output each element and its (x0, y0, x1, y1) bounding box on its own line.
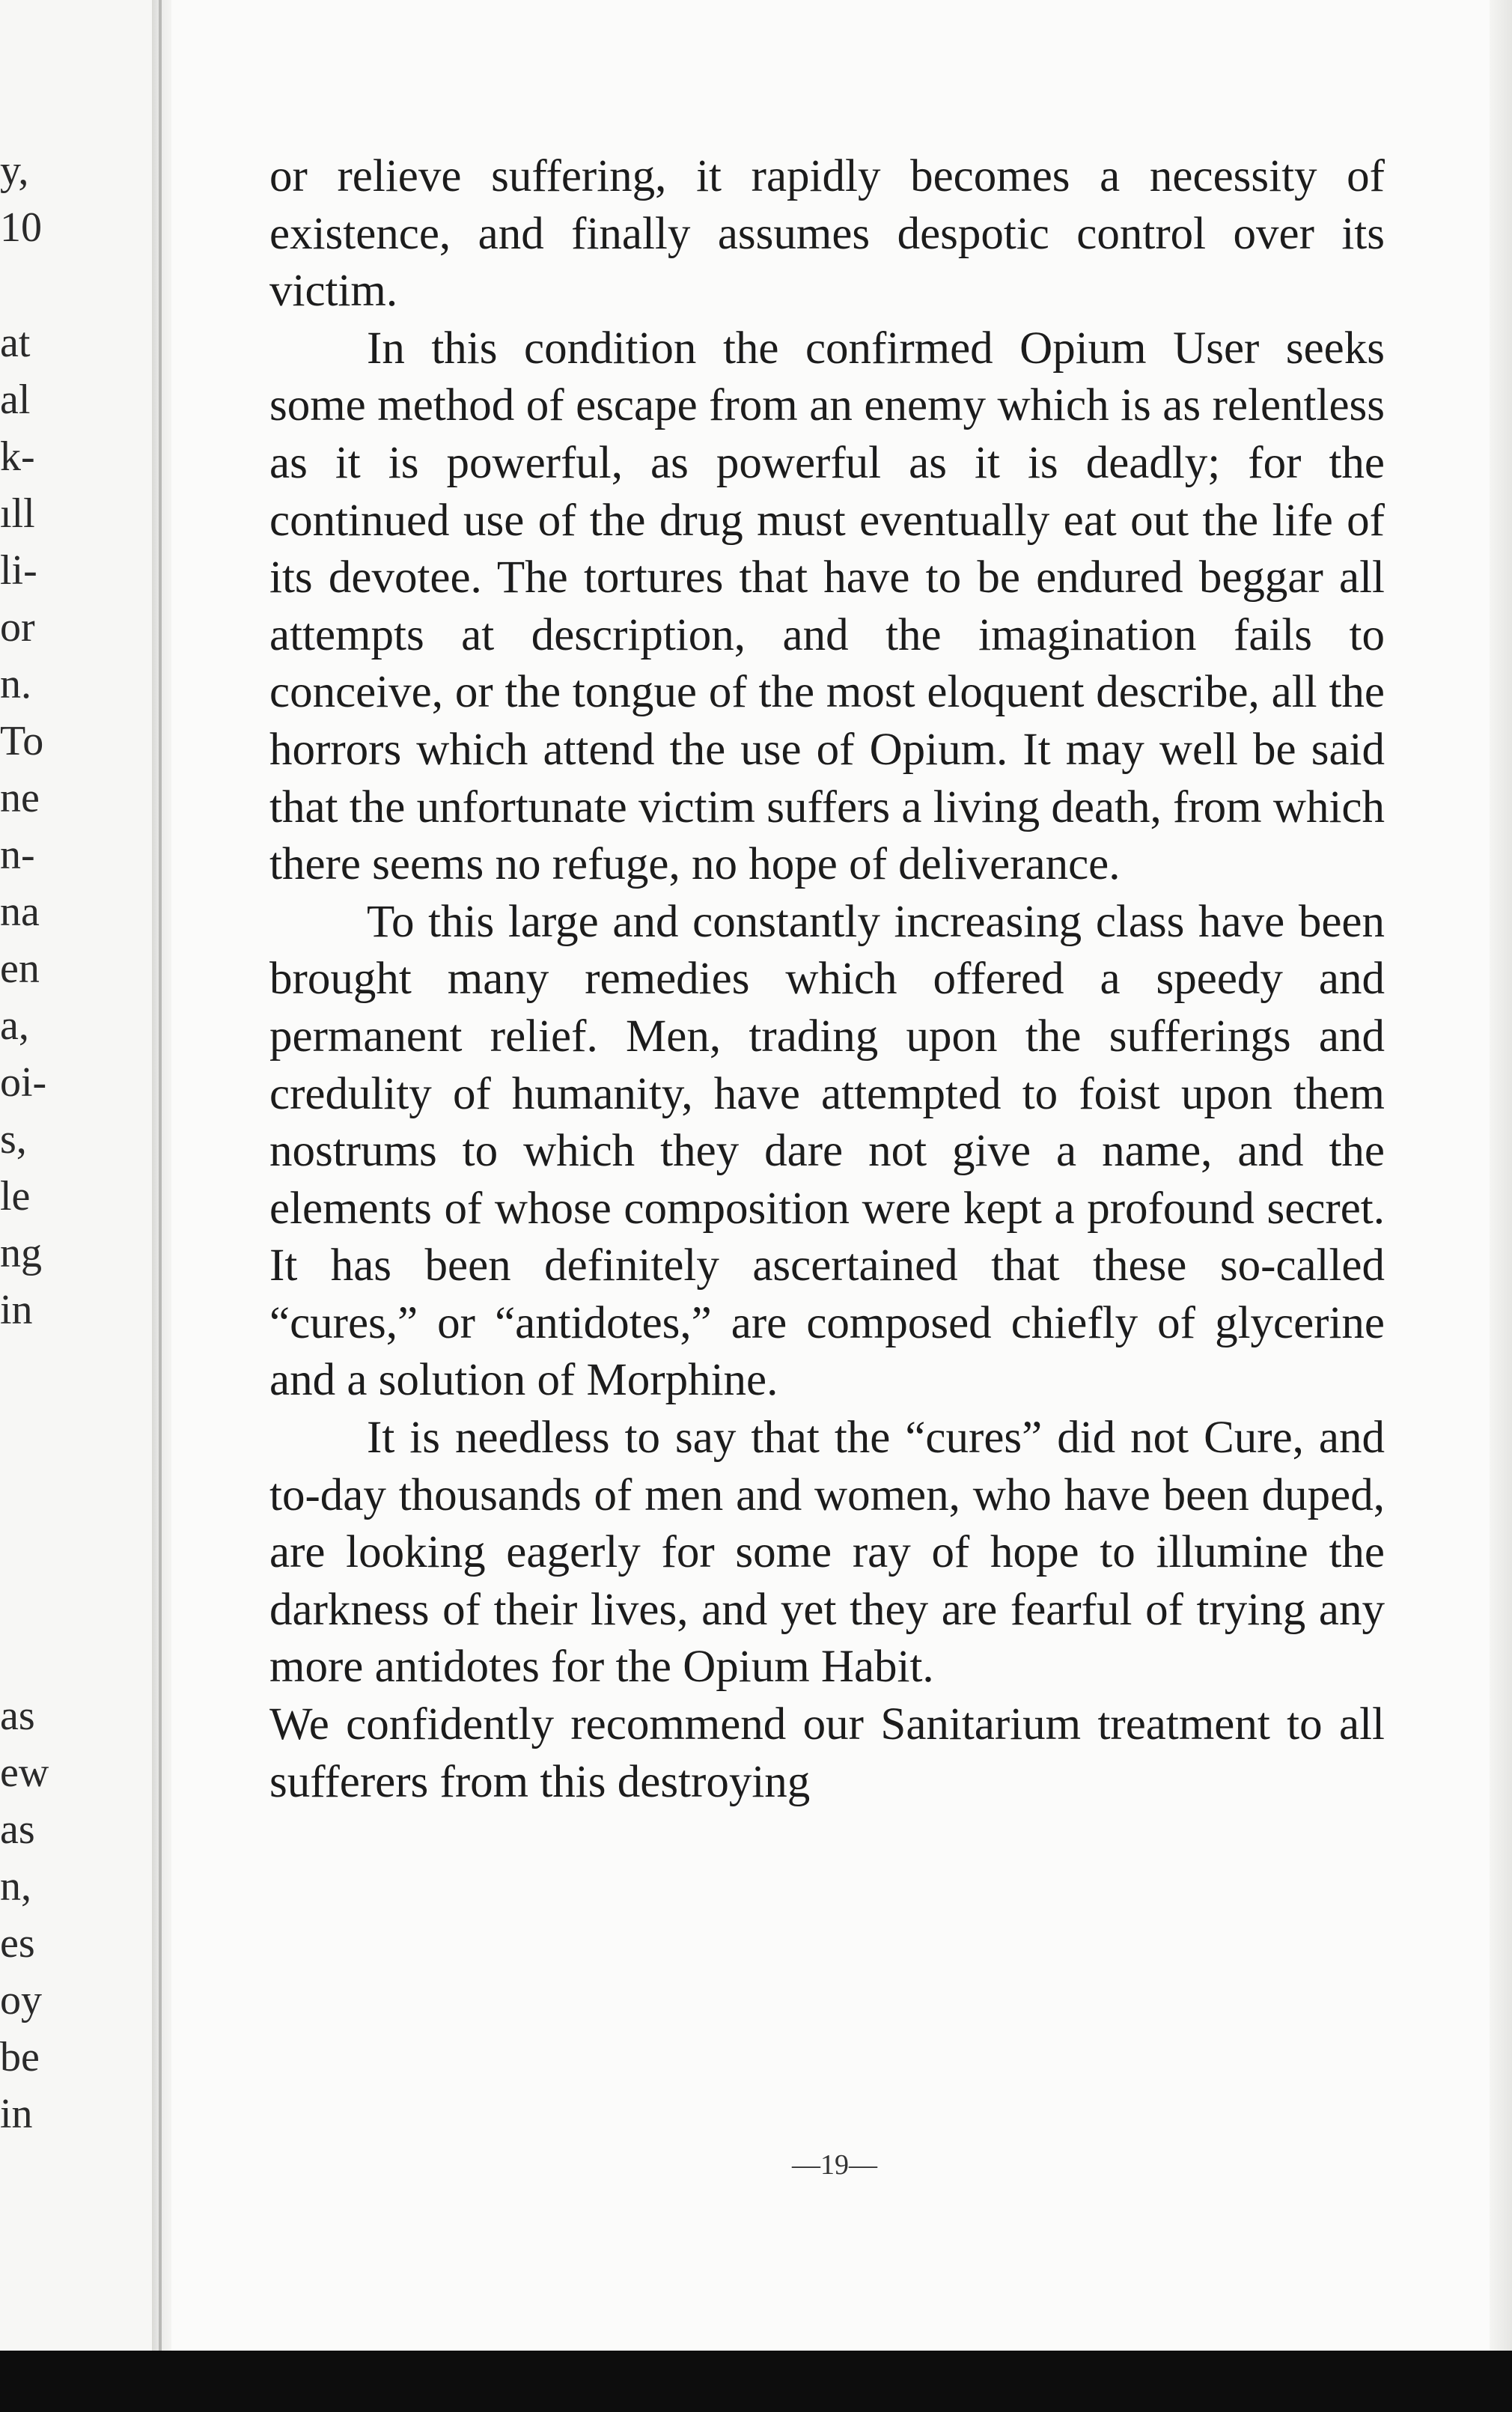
facing-page-fragment: at (0, 320, 31, 366)
facing-page-fragment: as (0, 1806, 35, 1853)
facing-page-fragment: be (0, 2034, 40, 2080)
facing-page-fragment: in (0, 2091, 33, 2137)
facing-page-fragment: ng (0, 1230, 42, 1276)
facing-page-fragment: oy (0, 1977, 42, 2023)
facing-page-fragment: or (0, 604, 35, 651)
facing-page-fragment: ew (0, 1749, 49, 1796)
paragraph: In this condition the confirmed Opium User seeks some method of escape from an enemy which is as relentless as it is powerful, as powerful as it is deadly; for the continued use of the drug must eventually eat out the life of its devotee. The tortures that have to be endured beggar all attempts at description, and the imagination fails to conceive, or the tongue of the most eloquent describe, all the horrors which attend the use of Opium. It may well be said that the unfortunate victim suffers a living death, from which there seems no refuge, no hope of deliverance. (269, 323, 1385, 890)
paragraph: or relieve suffering, it rapidly becomes a necessity of existence, and finally assumes despotic control over its victim. (269, 151, 1385, 317)
facing-page-fragment: y, (0, 147, 29, 194)
facing-page-fragment: ıll (0, 490, 35, 537)
paragraph: To this large and constantly increasing class have been brought many remedies which offered a speedy and permanent relief. Men, trading upon the sufferings and credulity of humanity, have attempted to foist upon them nostrums to which they dare not give a name, and the elements of whose composition were kept a profound secret. It has been definitely ascertained that these so-called “cures,” or “antidotes,” are composed chiefly of glycerine and a solution of Morphine. (269, 896, 1385, 1406)
facing-page-fragment: es (0, 1920, 35, 1967)
book-gutter (152, 0, 171, 2351)
paragraph: We confidently recommend our Sanitarium treatment to all sufferers from this destroying (269, 1699, 1385, 1807)
facing-page-fragment: ne (0, 775, 40, 821)
facing-page-fragment: as (0, 1693, 35, 1739)
facing-page-fragment: 10 (0, 204, 42, 251)
scan-bottom-border (0, 2351, 1512, 2412)
paragraph: It is needless to say that the “cures” did not Cure, and to-day thousands of men and women, who have been duped, are looking eagerly for some ray of hope to illumine the darkness of their lives, and yet they are fearful of trying any more antidotes for the Opium Habit. (269, 1413, 1385, 1693)
gutter-fold-line (159, 0, 162, 2351)
facing-page-fragment: in (0, 1287, 33, 1333)
page-right-edge (1490, 0, 1512, 2351)
page-body-text (269, 148, 1385, 1811)
facing-page-fragment: s, (0, 1116, 27, 1163)
facing-page-fragment: li- (0, 547, 37, 594)
facing-page-fragment: n, (0, 1863, 31, 1910)
facing-page-fragment: n. (0, 661, 31, 707)
facing-page-fragment: n- (0, 832, 35, 878)
facing-page-fragment: en (0, 945, 40, 992)
page-number: —19— (792, 2149, 877, 2181)
facing-page-fragment: le (0, 1173, 31, 1219)
facing-page-fragment: na (0, 889, 40, 935)
facing-page-fragment: oi- (0, 1059, 47, 1106)
facing-page-fragment: al (0, 377, 31, 423)
facing-page-fragment: a, (0, 1002, 29, 1049)
facing-page-fragment: To (0, 718, 44, 764)
facing-page-text-fragments (0, 0, 150, 2351)
facing-page-fragment: k- (0, 433, 35, 480)
